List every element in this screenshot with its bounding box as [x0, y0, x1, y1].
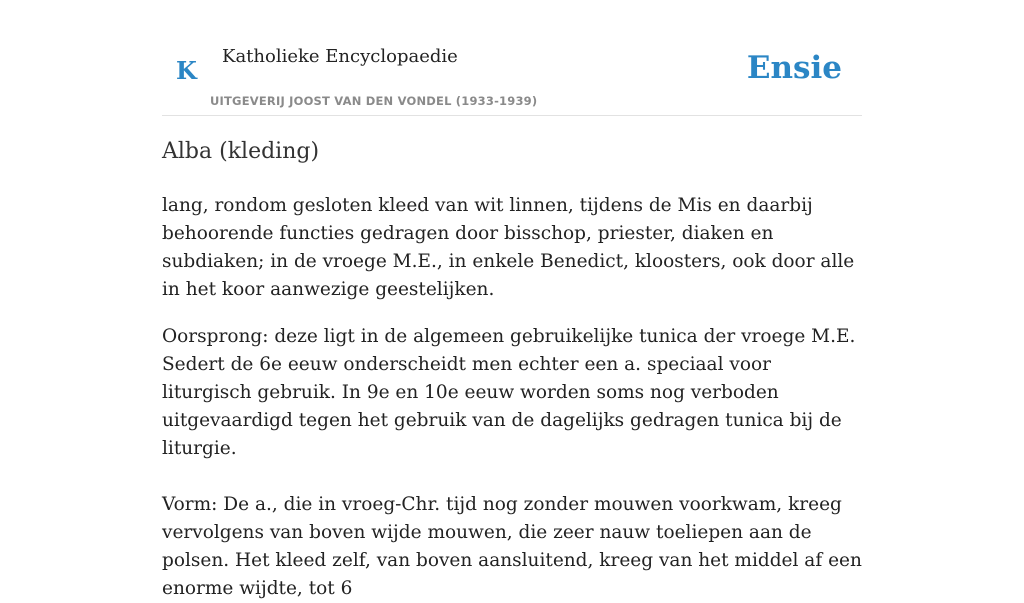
paragraph-origin: Oorsprong: deze ligt in de algemeen gebruikelijke tunica der vroege M.E. Sedert de 6e eeuw onderscheidt men echter een a. speciaal voor liturgisch gebruik. In 9e en 10e eeuw worden soms nog verboden uitgevaardigd tegen het gebruik van de dagelijks gedragen tunica bij de liturgie. [162, 326, 856, 459]
article-title: Alba (kleding) [162, 139, 320, 164]
paragraph-shape: Vorm: De a., die in vroeg-Chr. tijd nog zonder mouwen voorkwam, kreeg vervolgens van boven wijde mouwen, die zeer nauw toeliepen aan de polsen. Het kleed zelf, van boven aansluitend, kreeg van het middel af een enorme wijdte, tot 6 [162, 494, 862, 599]
logo-k[interactable]: K [176, 56, 197, 85]
paragraph-definition: lang, rondom gesloten kleed van wit linnen, tijdens de Mis en daarbij behoorende functies gedragen door bisschop, priester, diaken en subdiaken; in de vroege M.E., in enkele Benedict, kloosters, ook door alle in het koor aanwezige geestelijken. [162, 195, 855, 300]
brand-logo[interactable]: Ensie [746, 50, 842, 86]
publisher-line: UITGEVERIJ JOOST VAN DEN VONDEL (1933-1939) [210, 94, 538, 108]
article-body [162, 192, 866, 603]
site-title: Katholieke Encyclopaedie [222, 46, 458, 67]
site-header [162, 40, 862, 116]
